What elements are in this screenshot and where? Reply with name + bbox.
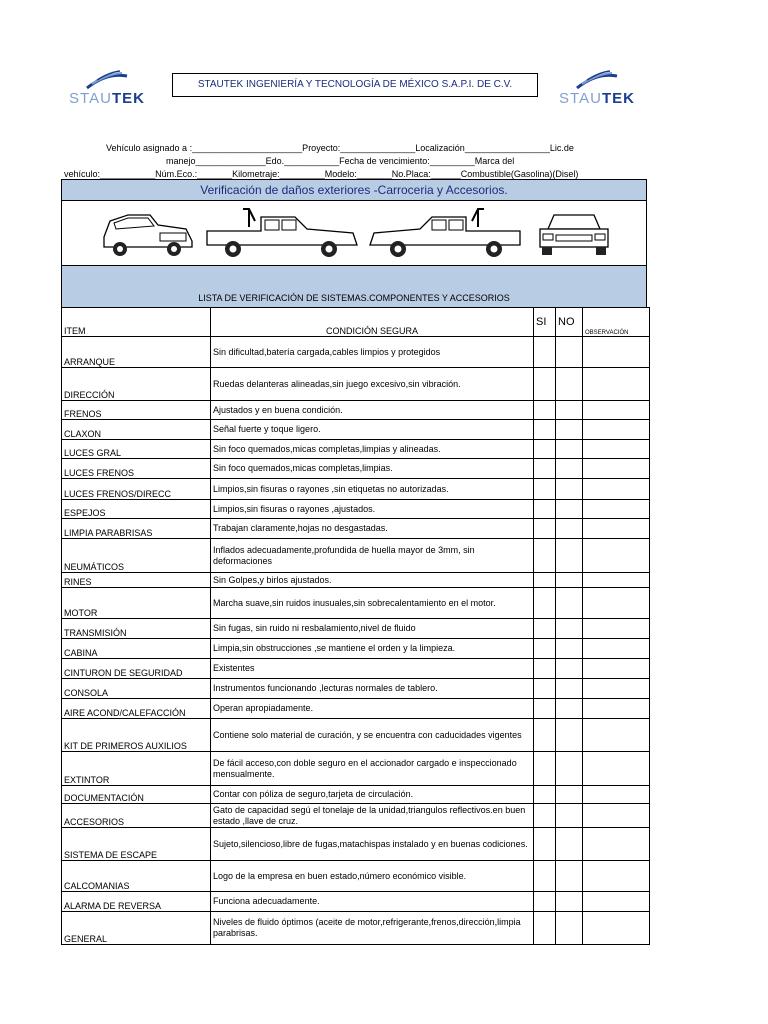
table-row bbox=[62, 500, 650, 519]
row-item: NEUMÁTICOS bbox=[62, 539, 211, 573]
table-row bbox=[62, 804, 650, 828]
row-no-checkbox[interactable] bbox=[556, 368, 583, 401]
table-row bbox=[62, 639, 650, 659]
row-si-checkbox[interactable] bbox=[534, 573, 556, 588]
row-observation-field[interactable] bbox=[583, 804, 650, 828]
row-si-checkbox[interactable] bbox=[534, 639, 556, 659]
truck-side-left-icon bbox=[203, 207, 363, 259]
row-condition: Trabajan claramente,hojas no desgastadas. bbox=[211, 519, 534, 539]
row-item: LUCES GRAL bbox=[62, 440, 211, 459]
row-si-checkbox[interactable] bbox=[534, 892, 556, 912]
row-condition: Limpia,sin obstrucciones ,se mantiene el orden y la limpieza. bbox=[211, 639, 534, 659]
row-no-checkbox[interactable] bbox=[556, 337, 583, 368]
row-no-checkbox[interactable] bbox=[556, 500, 583, 519]
table-row bbox=[62, 368, 650, 401]
row-condition: Operan apropiadamente. bbox=[211, 699, 534, 719]
row-condition: Marcha suave,sin ruidos inusuales,sin sobrecalentamiento en el motor. bbox=[211, 588, 534, 619]
row-no-checkbox[interactable] bbox=[556, 861, 583, 892]
row-si-checkbox[interactable] bbox=[534, 828, 556, 861]
row-condition: Niveles de fluido óptimos (aceite de motor,refrigerante,frenos,dirección,limpia parabrisas. bbox=[211, 912, 534, 945]
row-observation-field[interactable] bbox=[583, 786, 650, 804]
table-row bbox=[62, 719, 650, 752]
table-row bbox=[62, 573, 650, 588]
row-no-checkbox[interactable] bbox=[556, 479, 583, 500]
company-name: STAUTEK INGENIERÍA Y TECNOLOGÍA DE MÉXICO S.A.P.I. DE C.V. bbox=[172, 73, 538, 97]
row-condition: Logo de la empresa en buen estado,número económico visible. bbox=[211, 861, 534, 892]
row-condition: Sin foco quemados,micas completas,limpias. bbox=[211, 459, 534, 479]
table-row bbox=[62, 619, 650, 639]
row-observation-field[interactable] bbox=[583, 639, 650, 659]
table-row bbox=[62, 828, 650, 861]
row-condition: Contar con póliza de seguro,tarjeta de circulación. bbox=[211, 786, 534, 804]
row-item: ARRANQUE bbox=[62, 337, 211, 368]
row-no-checkbox[interactable] bbox=[556, 459, 583, 479]
row-item: CALCOMANIAS bbox=[62, 861, 211, 892]
table-row bbox=[62, 401, 650, 420]
row-observation-field[interactable] bbox=[583, 861, 650, 892]
table-row bbox=[62, 912, 650, 945]
row-observation-field[interactable] bbox=[583, 912, 650, 945]
checklist-sheet bbox=[61, 179, 647, 945]
table-header-row bbox=[62, 308, 650, 337]
row-condition: Limpios,sin fisuras o rayones ,ajustados. bbox=[211, 500, 534, 519]
row-si-checkbox[interactable] bbox=[534, 659, 556, 679]
row-no-checkbox[interactable] bbox=[556, 588, 583, 619]
header-si: SI bbox=[534, 308, 556, 337]
row-observation-field[interactable] bbox=[583, 337, 650, 368]
row-item: KIT DE PRIMEROS AUXILIOS bbox=[62, 719, 211, 752]
row-item: LIMPIA PARABRISAS bbox=[62, 519, 211, 539]
truck-front-icon bbox=[534, 209, 614, 261]
row-condition: Existentes bbox=[211, 659, 534, 679]
row-si-checkbox[interactable] bbox=[534, 500, 556, 519]
row-item: TRANSMISIÓN bbox=[62, 619, 211, 639]
row-no-checkbox[interactable] bbox=[556, 519, 583, 539]
row-item: FRENOS bbox=[62, 401, 211, 420]
row-condition: Sin foco quemados,micas completas,limpias y alineadas. bbox=[211, 440, 534, 459]
row-no-checkbox[interactable] bbox=[556, 892, 583, 912]
row-item: EXTINTOR bbox=[62, 752, 211, 786]
row-si-checkbox[interactable] bbox=[534, 804, 556, 828]
row-item: MOTOR bbox=[62, 588, 211, 619]
row-condition: Ruedas delanteras alineadas,sin juego excesivo,sin vibración. bbox=[211, 368, 534, 401]
row-si-checkbox[interactable] bbox=[534, 699, 556, 719]
table-row bbox=[62, 892, 650, 912]
truck-side-right-icon bbox=[364, 207, 524, 259]
row-item: LUCES FRENOS bbox=[62, 459, 211, 479]
row-si-checkbox[interactable] bbox=[534, 459, 556, 479]
row-condition: Contiene solo material de curación, y se encuentra con caducidades vigentes bbox=[211, 719, 534, 752]
row-item: GENERAL bbox=[62, 912, 211, 945]
table-row bbox=[62, 699, 650, 719]
row-item: CONSOLA bbox=[62, 679, 211, 699]
row-item: DIRECCIÓN bbox=[62, 368, 211, 401]
row-condition: Sin fugas, sin ruido ni resbalamiento,nivel de fluido bbox=[211, 619, 534, 639]
row-condition: Inflados adecuadamente,profundida de huella mayor de 3mm, sin deformaciones bbox=[211, 539, 534, 573]
stautek-logo-right bbox=[552, 70, 642, 110]
row-observation-field[interactable] bbox=[583, 699, 650, 719]
row-si-checkbox[interactable] bbox=[534, 619, 556, 639]
table-row bbox=[62, 479, 650, 500]
row-item: LUCES FRENOS/DIRECC bbox=[62, 479, 211, 500]
logo-swirl-icon bbox=[572, 70, 622, 92]
table-row bbox=[62, 519, 650, 539]
row-item: CABINA bbox=[62, 639, 211, 659]
row-no-checkbox[interactable] bbox=[556, 719, 583, 752]
table-row bbox=[62, 786, 650, 804]
header-observacion: OBSERVACIÓN bbox=[583, 308, 650, 337]
table-row bbox=[62, 440, 650, 459]
row-condition: Limpios,sin fisuras o rayones ,sin etiquetas no autorizadas. bbox=[211, 479, 534, 500]
row-condition: Sin dificultad,batería cargada,cables limpios y protegidos bbox=[211, 337, 534, 368]
row-item: SISTEMA DE ESCAPE bbox=[62, 828, 211, 861]
form-line-2: manejo______________Edo.___________Fecha de vencimiento:_________Marca del bbox=[166, 156, 515, 166]
row-observation-field[interactable] bbox=[583, 401, 650, 420]
row-observation-field[interactable] bbox=[583, 659, 650, 679]
row-si-checkbox[interactable] bbox=[534, 420, 556, 440]
row-observation-field[interactable] bbox=[583, 752, 650, 786]
row-item: DOCUMENTACIÓN bbox=[62, 786, 211, 804]
row-si-checkbox[interactable] bbox=[534, 786, 556, 804]
row-si-checkbox[interactable] bbox=[534, 539, 556, 573]
row-observation-field[interactable] bbox=[583, 679, 650, 699]
row-condition: Sin Golpes,y birlos ajustados. bbox=[211, 573, 534, 588]
row-no-checkbox[interactable] bbox=[556, 804, 583, 828]
row-condition: Sujeto,silencioso,libre de fugas,matachispas instalado y en buenas codiciones. bbox=[211, 828, 534, 861]
table-row bbox=[62, 420, 650, 440]
row-no-checkbox[interactable] bbox=[556, 420, 583, 440]
row-condition: Ajustados y en buena condición. bbox=[211, 401, 534, 420]
row-no-checkbox[interactable] bbox=[556, 440, 583, 459]
row-si-checkbox[interactable] bbox=[534, 861, 556, 892]
row-no-checkbox[interactable] bbox=[556, 659, 583, 679]
list-title: LISTA DE VERIFICACIÓN DE SISTEMAS.COMPONENTES Y ACCESORIOS bbox=[198, 293, 510, 303]
header-item: ITEM bbox=[62, 308, 211, 337]
row-observation-field[interactable] bbox=[583, 539, 650, 573]
row-observation-field[interactable] bbox=[583, 719, 650, 752]
form-line-3: vehículo:___________Núm.Eco.:_______Kilometraje:_________Modelo:_______No.Placa:______Combustible(Gasolina)(Disel) bbox=[64, 169, 579, 179]
row-condition: Instrumentos funcionando ,lecturas normales de tablero. bbox=[211, 679, 534, 699]
checklist-table bbox=[61, 307, 650, 945]
row-no-checkbox[interactable] bbox=[556, 786, 583, 804]
row-no-checkbox[interactable] bbox=[556, 539, 583, 573]
row-si-checkbox[interactable] bbox=[534, 912, 556, 945]
logo-wordmark: STAUTEK bbox=[559, 90, 635, 107]
vehicle-form bbox=[60, 142, 650, 181]
row-no-checkbox[interactable] bbox=[556, 573, 583, 588]
table-row bbox=[62, 588, 650, 619]
row-si-checkbox[interactable] bbox=[534, 337, 556, 368]
row-condition: Señal fuerte y toque ligero. bbox=[211, 420, 534, 440]
header-condition: CONDICIÓN SEGURA bbox=[211, 308, 534, 337]
logo-wordmark: STAUTEK bbox=[69, 90, 145, 107]
row-si-checkbox[interactable] bbox=[534, 368, 556, 401]
row-observation-field[interactable] bbox=[583, 588, 650, 619]
row-observation-field[interactable] bbox=[583, 500, 650, 519]
row-observation-field[interactable] bbox=[583, 619, 650, 639]
table-row bbox=[62, 752, 650, 786]
row-observation-field[interactable] bbox=[583, 573, 650, 588]
row-item: ESPEJOS bbox=[62, 500, 211, 519]
row-item: ACCESORIOS bbox=[62, 804, 211, 828]
row-si-checkbox[interactable] bbox=[534, 752, 556, 786]
table-row bbox=[62, 679, 650, 699]
row-si-checkbox[interactable] bbox=[534, 519, 556, 539]
row-no-checkbox[interactable] bbox=[556, 699, 583, 719]
row-observation-field[interactable] bbox=[583, 828, 650, 861]
row-condition: Funciona adecuadamente. bbox=[211, 892, 534, 912]
row-no-checkbox[interactable] bbox=[556, 619, 583, 639]
row-si-checkbox[interactable] bbox=[534, 679, 556, 699]
row-item: CINTURON DE SEGURIDAD bbox=[62, 659, 211, 679]
row-observation-field[interactable] bbox=[583, 519, 650, 539]
row-si-checkbox[interactable] bbox=[534, 719, 556, 752]
table-row bbox=[62, 337, 650, 368]
row-no-checkbox[interactable] bbox=[556, 828, 583, 861]
row-no-checkbox[interactable] bbox=[556, 639, 583, 659]
vehicle-diagrams bbox=[61, 200, 647, 265]
row-si-checkbox[interactable] bbox=[534, 479, 556, 500]
row-condition: Gato de capacidad segú el tonelaje de la unidad,triangulos reflectivos.en buen estado ,llave de cruz. bbox=[211, 804, 534, 828]
row-observation-field[interactable] bbox=[583, 420, 650, 440]
section-title: Verificación de daños exteriores -Carroceria y Accesorios. bbox=[61, 179, 647, 200]
table-row bbox=[62, 539, 650, 573]
table-row bbox=[62, 659, 650, 679]
row-no-checkbox[interactable] bbox=[556, 752, 583, 786]
row-item: CLAXON bbox=[62, 420, 211, 440]
row-observation-field[interactable] bbox=[583, 459, 650, 479]
form-line-1: Vehículo asignado a :______________________Proyecto:_______________Localización_________________Lic.de bbox=[106, 143, 574, 153]
header-no: NO bbox=[556, 308, 583, 337]
row-item: RINES bbox=[62, 573, 211, 588]
row-si-checkbox[interactable] bbox=[534, 401, 556, 420]
truck-rear-angle-icon bbox=[98, 207, 198, 259]
row-no-checkbox[interactable] bbox=[556, 401, 583, 420]
table-row bbox=[62, 459, 650, 479]
row-observation-field[interactable] bbox=[583, 479, 650, 500]
row-item: AIRE ACOND/CALEFACCIÓN bbox=[62, 699, 211, 719]
list-title-band bbox=[61, 265, 647, 307]
row-si-checkbox[interactable] bbox=[534, 440, 556, 459]
row-si-checkbox[interactable] bbox=[534, 588, 556, 619]
row-observation-field[interactable] bbox=[583, 440, 650, 459]
row-no-checkbox[interactable] bbox=[556, 679, 583, 699]
logo-swirl-icon bbox=[82, 70, 132, 92]
row-condition: De fácil acceso,con doble seguro en el accionador cargado e inspeccionado mensualmente. bbox=[211, 752, 534, 786]
row-observation-field[interactable] bbox=[583, 892, 650, 912]
stautek-logo-left bbox=[62, 70, 152, 110]
row-no-checkbox[interactable] bbox=[556, 912, 583, 945]
row-item: ALARMA DE REVERSA bbox=[62, 892, 211, 912]
row-observation-field[interactable] bbox=[583, 368, 650, 401]
table-row bbox=[62, 861, 650, 892]
